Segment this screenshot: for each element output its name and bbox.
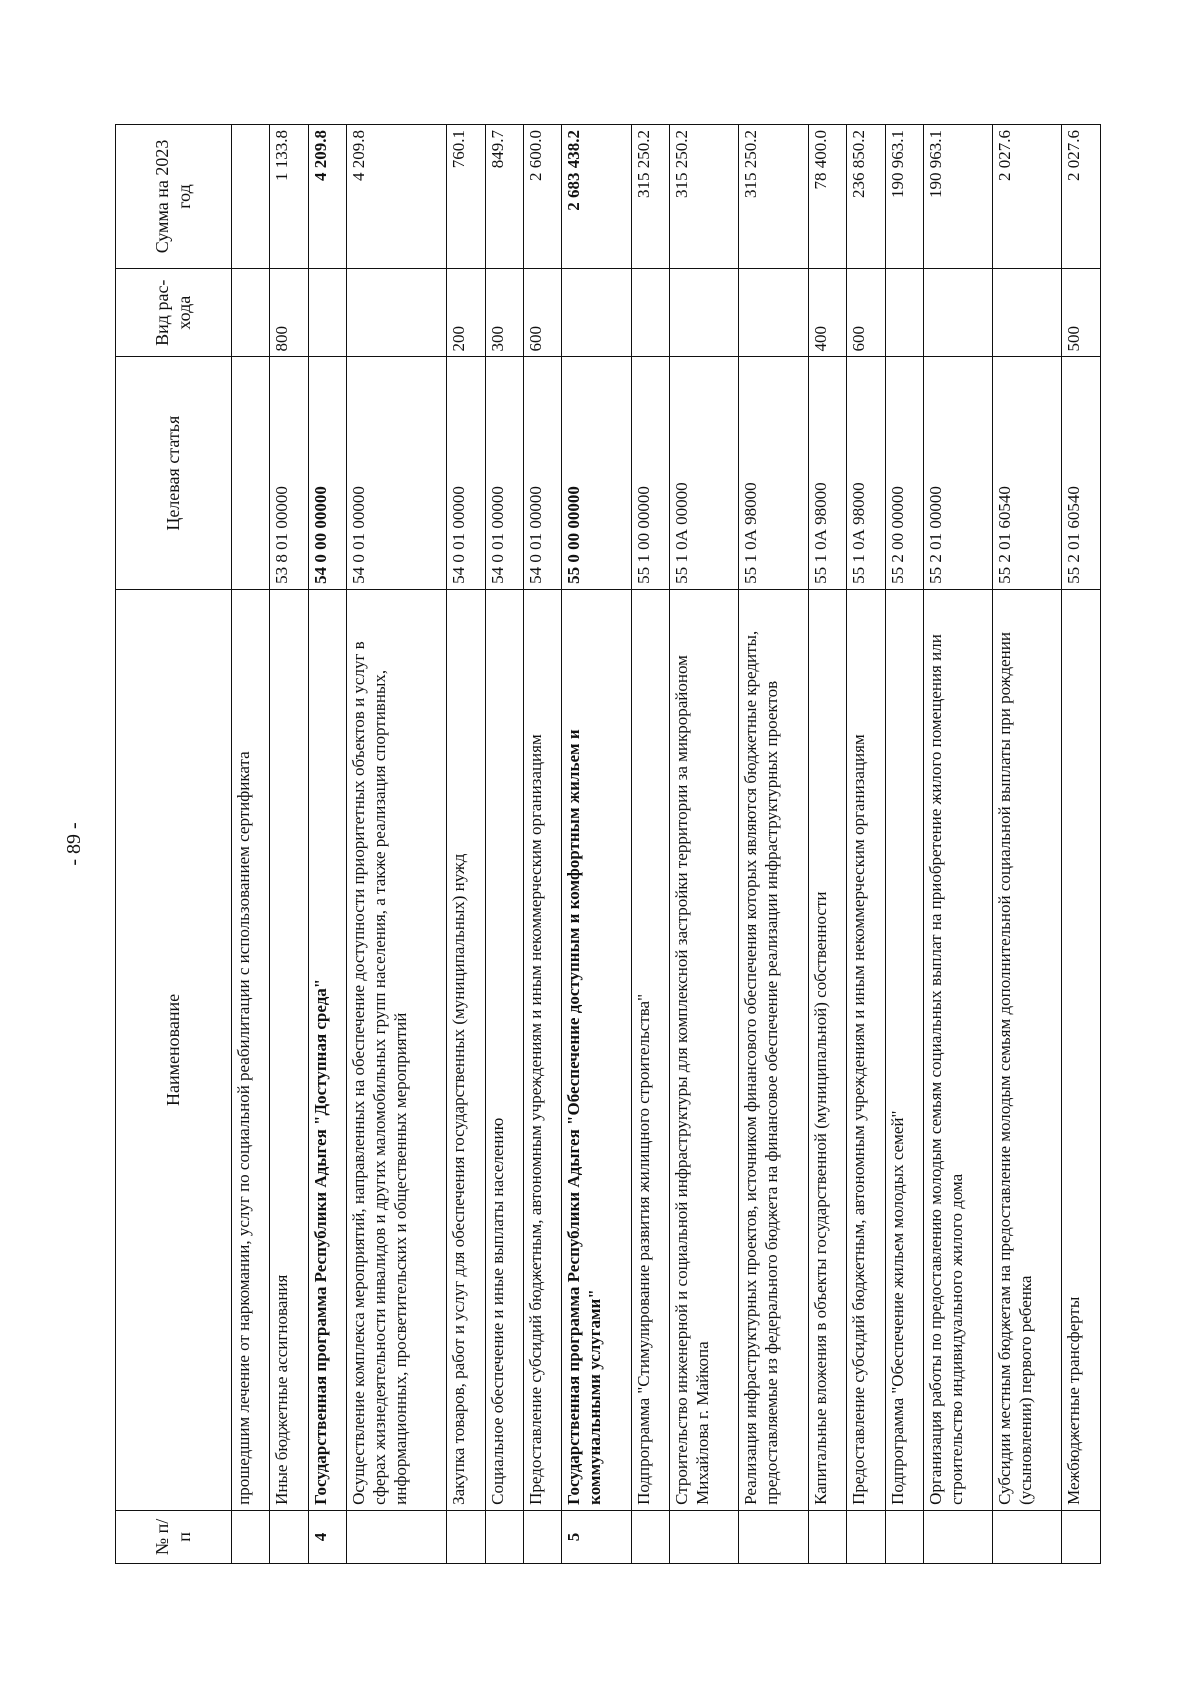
row-name: Государственная программа Республики Адыгея "Доступная среда" [308,589,346,1510]
row-amount: 4 209.8 [347,125,447,269]
row-name: прошедшим лечение от наркомании, услуг по социальной реабилитации с использованием сертификата [232,589,270,1510]
row-target-article: 54 0 01 00000 [524,357,562,589]
row-amount: 315 250.2 [739,125,808,269]
table-header-row [116,125,232,1564]
row-name: Иные бюджетные ассигнования [270,589,308,1510]
row-number [1062,1510,1101,1563]
row-target-article: 54 0 01 00000 [447,357,485,589]
row-name: Государственная программа Республики Адыгея "Обеспечение доступным и комфортным жильем и коммунальными услугами" [562,589,631,1510]
row-number [670,1510,739,1563]
row-number [631,1510,669,1563]
row-expense-type [232,268,270,357]
row-name: Предоставление субсидий бюджетным, автономным учреждениям и иным некоммерческим организациям [847,589,885,1510]
table-row [447,125,485,1564]
row-target-article: 55 2 01 60540 [1062,357,1101,589]
row-target-article: 55 0 00 00000 [562,357,631,589]
row-amount: 78 400.0 [808,125,846,269]
table-row [1062,125,1101,1564]
row-number [923,1510,992,1563]
row-number [232,1510,270,1563]
table-row [808,125,846,1564]
row-name: Осуществление комплекса мероприятий, направленных на обеспечение доступности приоритетных объектов и услуг в сферах жизнедеятельности инвалидов и других маломобильных групп населения, а также реализация спортивных, информационных, просветительских и общественных мероприятий [347,589,447,1510]
row-number [524,1510,562,1563]
row-expense-type [347,268,447,357]
header-vid: Вид рас-хода [116,268,232,357]
row-name: Строительство инженерной и социальной инфраструктуры для комплексной застройки территории за микрорайоном Михайлова г. Майкопа [670,589,739,1510]
row-amount: 2 600.0 [524,125,562,269]
row-target-article: 55 2 01 60540 [993,357,1062,589]
header-name: Наименование [116,589,232,1510]
row-amount: 1 133.8 [270,125,308,269]
row-expense-type [739,268,808,357]
row-target-article [232,357,270,589]
table-row [485,125,523,1564]
row-expense-type: 200 [447,268,485,357]
row-expense-type [670,268,739,357]
table-body [232,125,1101,1564]
row-expense-type: 500 [1062,268,1101,357]
row-number [447,1510,485,1563]
row-expense-type: 600 [847,268,885,357]
table-row [847,125,885,1564]
row-amount: 4 209.8 [308,125,346,269]
row-amount: 190 963.1 [885,125,923,269]
table-row [923,125,992,1564]
row-amount: 2 683 438.2 [562,125,631,269]
table-row [993,125,1062,1564]
row-target-article: 55 2 01 00000 [923,357,992,589]
row-amount: 190 963.1 [923,125,992,269]
row-amount: 315 250.2 [670,125,739,269]
header-sum: Сумма на 2023 год [116,125,232,269]
table-row [270,125,308,1564]
row-target-article: 54 0 01 00000 [485,357,523,589]
row-expense-type [308,268,346,357]
row-expense-type [885,268,923,357]
row-name: Подпрограмма "Стимулирование развития жилищного строительства" [631,589,669,1510]
row-number [808,1510,846,1563]
row-number [270,1510,308,1563]
page-number: - 89 - [63,822,85,866]
row-number [739,1510,808,1563]
row-name: Закупка товаров, работ и услуг для обеспечения государственных (муниципальных) нужд [447,589,485,1510]
row-expense-type: 800 [270,268,308,357]
row-number [885,1510,923,1563]
row-target-article: 55 1 0А 00000 [670,357,739,589]
table-row [347,125,447,1564]
row-target-article: 54 0 00 00000 [308,357,346,589]
row-expense-type [562,268,631,357]
row-target-article: 55 2 00 00000 [885,357,923,589]
row-name: Организация работы по предоставлению молодым семьям социальных выплат на приобретение жилого помещения или строительство индивидуального жилого дома [923,589,992,1510]
row-expense-type: 400 [808,268,846,357]
row-target-article: 55 1 0А 98000 [847,357,885,589]
row-name: Капитальные вложения в объекты государственной (муниципальной) собственности [808,589,846,1510]
row-name: Реализация инфраструктурных проектов, источником финансового обеспечения которых являются бюджетные кредиты, предоставляемые из федерального бюджета на финансовое обеспечение реализации инфраструктурных проектов [739,589,808,1510]
row-name: Субсидии местным бюджетам на предоставление молодым семьям дополнительной социальной выплаты при рождении (усыновлении) первого ребенка [993,589,1062,1510]
header-code: Целевая статья [116,357,232,589]
table-row [670,125,739,1564]
row-number [347,1510,447,1563]
row-target-article: 55 1 0А 98000 [739,357,808,589]
row-number [993,1510,1062,1563]
row-number: 5 [562,1510,631,1563]
row-expense-type [923,268,992,357]
row-number [847,1510,885,1563]
header-num: № п/п [116,1510,232,1563]
table-row [631,125,669,1564]
table-row [524,125,562,1564]
row-target-article: 55 1 0А 98000 [808,357,846,589]
row-name: Социальное обеспечение и иные выплаты населению [485,589,523,1510]
budget-table [115,124,1101,1564]
table-row [739,125,808,1564]
row-expense-type [631,268,669,357]
row-amount: 2 027.6 [1062,125,1101,269]
row-expense-type [993,268,1062,357]
row-name: Межбюджетные трансферты [1062,589,1101,1510]
row-amount: 849.7 [485,125,523,269]
row-name: Подпрограмма "Обеспечение жильем молодых семей" [885,589,923,1510]
table-row [885,125,923,1564]
row-expense-type: 300 [485,268,523,357]
table-row [232,125,270,1564]
row-number: 4 [308,1510,346,1563]
row-amount: 315 250.2 [631,125,669,269]
row-amount: 236 850.2 [847,125,885,269]
row-name: Предоставление субсидий бюджетным, автономным учреждениям и иным некоммерческим организациям [524,589,562,1510]
row-amount [232,125,270,269]
row-number [485,1510,523,1563]
row-target-article: 55 1 00 00000 [631,357,669,589]
row-amount: 2 027.6 [993,125,1062,269]
table-row [562,125,631,1564]
table-row [308,125,346,1564]
rotated-document-sheet [63,124,1101,1564]
row-amount: 760.1 [447,125,485,269]
row-expense-type: 600 [524,268,562,357]
row-target-article: 53 8 01 00000 [270,357,308,589]
row-target-article: 54 0 01 00000 [347,357,447,589]
